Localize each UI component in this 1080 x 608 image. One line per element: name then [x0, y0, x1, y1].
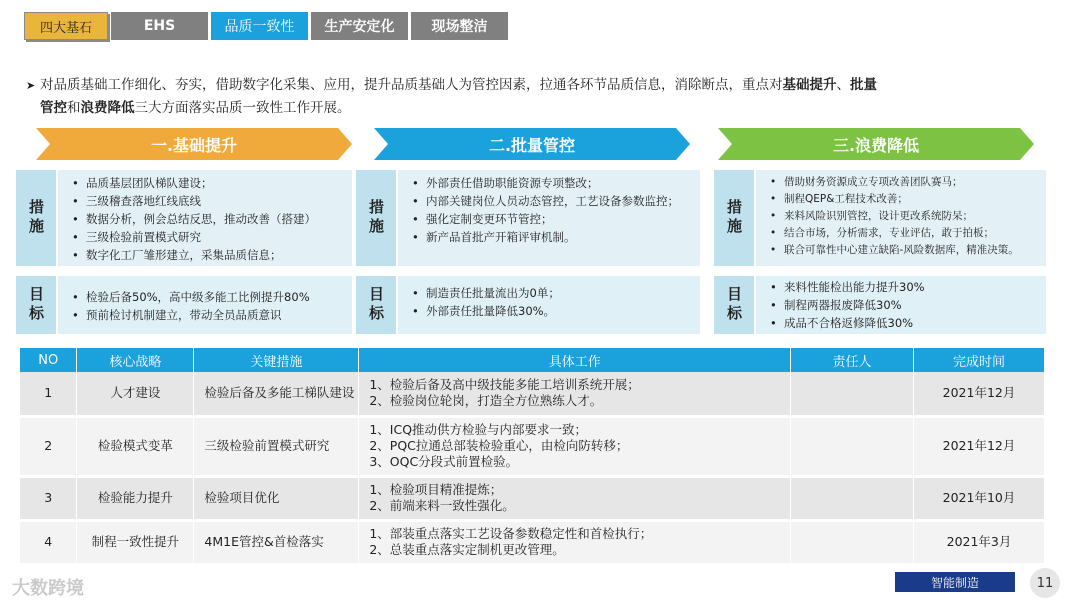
- list-item: • 来料性能检出能力提升30%: [770, 278, 1036, 296]
- col-header-time: 完成时间: [914, 348, 1045, 372]
- intro-text: ➤ 对品质基础工作细化、夯实，借助数字化采集、应用，提升品质基础人为管控因素，拉通各环节品质信息，消除断点，重点对基础提升、批量 管控和浪费降低三大方面落实品质一致性工作开展。: [40, 74, 1050, 120]
- cell-time: 2021年3月: [914, 520, 1045, 564]
- cell-owner: [791, 416, 914, 476]
- goals-box: [756, 276, 1046, 334]
- list-item: • 检验后备50%，高中级多能工比例提升80%: [72, 288, 342, 306]
- cell-no: 1: [20, 372, 77, 416]
- cell-measure: 检验后备及多能工梯队建设: [194, 372, 359, 416]
- tab-ehs[interactable]: EHS: [111, 12, 208, 40]
- cell-work: 1、检验项目精准提炼； 2、前端来料一致性强化。: [359, 476, 791, 520]
- cell-no: 3: [20, 476, 77, 520]
- list-item: • 成品不合格返修降低30%: [770, 314, 1036, 332]
- watermark-logo: 大数跨境: [12, 578, 84, 599]
- cell-measure: 检验项目优化: [194, 476, 359, 520]
- list-item: • 联合可靠性中心建立缺陷-风险数据库，精准决策。: [770, 242, 1036, 259]
- list-item: • 外部责任借助职能资源专项整改；: [412, 174, 690, 192]
- pillar-title: 一.基础提升: [150, 135, 238, 155]
- tab-quality-consistency[interactable]: 品质一致性: [211, 12, 308, 40]
- pillar-title: 三.浪费降低: [832, 135, 920, 155]
- col-header-owner: 责任人: [791, 348, 914, 372]
- measures-box: [58, 170, 352, 266]
- list-item: • 来料风险识别管控，设计更改系统防呆；: [770, 208, 1036, 225]
- pillar-title: 二.批量管控: [488, 135, 576, 155]
- list-item: • 制程QEP&工程技术改善；: [770, 191, 1036, 208]
- goals-box: [58, 276, 352, 334]
- cell-owner: [791, 520, 914, 564]
- measures-box: [398, 170, 700, 266]
- table-row: [20, 476, 1045, 520]
- cell-time: 2021年10月: [914, 476, 1045, 520]
- list-item: • 内部关键岗位人员动态管控，工艺设备参数监控；: [412, 192, 690, 210]
- list-item: • 品质基层团队梯队建设；: [72, 174, 342, 192]
- list-item: • 结合市场，分析需求，专业评估，敢于拍板；: [770, 225, 1036, 242]
- measure-label: 措施: [714, 170, 754, 266]
- goal-label: 目标: [714, 276, 754, 334]
- pillar-banner-2: [374, 128, 690, 160]
- cell-strategy: 制程一致性提升: [77, 520, 194, 564]
- cell-measure: 三级检验前置模式研究: [194, 416, 359, 476]
- pillar-banner-3: [718, 128, 1034, 160]
- cell-no: 2: [20, 416, 77, 476]
- cell-no: 4: [20, 520, 77, 564]
- list-item: • 制造责任批量流出为0单；: [412, 284, 690, 302]
- cell-work: 1、ICQ推动供方检验与内部要求一致； 2、PQC拉通总部装检验重心，由检向防转移； 3、OQC分段式前置检验。: [359, 416, 791, 476]
- cell-strategy: 检验模式变革: [77, 416, 194, 476]
- col-header-no: NO: [20, 348, 77, 372]
- table-row: [20, 372, 1045, 416]
- list-item: • 外部责任批量降低30%。: [412, 302, 690, 320]
- list-item: • 数据分析，例会总结反思，推动改善（搭建）: [72, 210, 342, 228]
- section-tag: 四大基石: [24, 12, 108, 40]
- strategy-table: [20, 348, 1045, 566]
- col-header-strategy: 核心战略: [77, 348, 194, 372]
- cell-owner: [791, 476, 914, 520]
- cell-owner: [791, 372, 914, 416]
- goal-label: 目标: [16, 276, 56, 334]
- measures-box: [756, 170, 1046, 266]
- list-item: • 制程两器报废降低30%: [770, 296, 1036, 314]
- cell-strategy: 检验能力提升: [77, 476, 194, 520]
- cell-measure: 4M1E管控&首检落实: [194, 520, 359, 564]
- cell-time: 2021年12月: [914, 372, 1045, 416]
- page-number: 11: [1030, 568, 1060, 598]
- footer-tag: 智能制造: [895, 572, 1015, 592]
- cell-work: 1、检验后备及高中级技能多能工培训系统开展； 2、检验岗位轮岗，打造全方位熟练人才。: [359, 372, 791, 416]
- table-row: [20, 416, 1045, 476]
- tab-production-stability[interactable]: 生产安定化: [311, 12, 408, 40]
- table-header-row: [20, 348, 1045, 372]
- goals-box: [398, 276, 700, 334]
- arrow-bullet-icon: ➤: [26, 79, 36, 92]
- col-header-measure: 关键措施: [194, 348, 359, 372]
- measure-label: 措施: [16, 170, 56, 266]
- measure-label: 措施: [356, 170, 396, 266]
- goal-label: 目标: [356, 276, 396, 334]
- pillar-banner-1: [36, 128, 352, 160]
- top-nav: [24, 12, 508, 40]
- tab-site-tidiness[interactable]: 现场整洁: [411, 12, 508, 40]
- cell-time: 2021年12月: [914, 416, 1045, 476]
- list-item: • 数字化工厂雏形建立，采集品质信息；: [72, 246, 342, 264]
- list-item: • 三级稽查落地红线底线: [72, 192, 342, 210]
- list-item: • 新产品首批产开箱评审机制。: [412, 228, 690, 246]
- list-item: • 预前检讨机制建立，带动全员品质意识: [72, 306, 342, 324]
- cell-work: 1、部装重点落实工艺设备参数稳定性和首检执行； 2、总装重点落实定制机更改管理。: [359, 520, 791, 564]
- cell-strategy: 人才建设: [77, 372, 194, 416]
- list-item: • 三级检验前置模式研究: [72, 228, 342, 246]
- list-item: • 借助财务资源成立专项改善团队赛马；: [770, 174, 1036, 191]
- table-row: [20, 520, 1045, 564]
- col-header-work: 具体工作: [359, 348, 791, 372]
- list-item: • 强化定制变更环节管控；: [412, 210, 690, 228]
